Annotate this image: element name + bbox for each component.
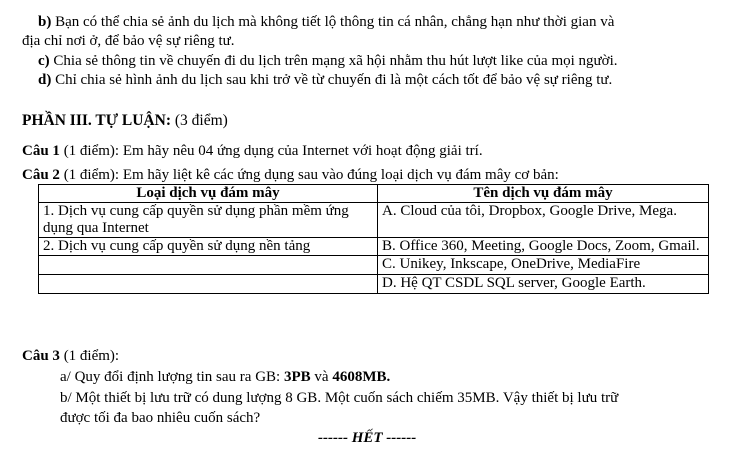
table-cell: 1. Dịch vụ cung cấp quyền sử dụng phần mềm ứng dụng qua Internet <box>39 203 378 238</box>
option-b-text-1: Bạn có thể chia sẻ ảnh du lịch mà không tiết lộ thông tin cá nhân, chẳng hạn như thời gian và <box>55 14 615 30</box>
question-3-points: (1 điểm): <box>63 348 120 364</box>
table-cell <box>39 275 378 294</box>
table-cell <box>39 256 378 275</box>
question-1 <box>22 142 483 160</box>
question-3b-line-2: được tối đa bao nhiêu cuốn sách? <box>60 410 261 426</box>
question-2 <box>22 166 559 184</box>
option-c <box>38 52 618 70</box>
question-2-label: Câu 2 <box>22 167 60 183</box>
option-b-text-2: địa chỉ nơi ở, để bảo vệ sự riêng tư. <box>22 33 235 49</box>
question-1-label: Câu 1 <box>22 143 60 159</box>
question-3a <box>60 368 390 386</box>
table-row <box>39 256 709 275</box>
question-1-points: (1 điểm): <box>63 143 120 159</box>
option-d-text: Chỉ chia sẻ hình ảnh du lịch sau khi trở về từ chuyến đi là một cách tốt để bảo vệ sự riêng tư. <box>55 72 613 88</box>
option-b-label: b) <box>38 14 52 30</box>
table-cell: A. Cloud của tôi, Dropbox, Google Drive, Mega. <box>378 203 709 238</box>
table-header-type: Loại dịch vụ đám mây <box>39 185 378 203</box>
question-2-text: Em hãy liệt kê các ứng dụng sau vào đúng loại dịch vụ đám mây cơ bản: <box>122 167 559 183</box>
table-row <box>39 238 709 256</box>
question-3b-line-1: b/ Một thiết bị lưu trữ có dung lượng 8 GB. Một cuốn sách chiếm 35MB. Vậy thiết bị lưu trữ <box>60 390 619 406</box>
table-row <box>39 275 709 294</box>
section-heading <box>22 112 228 130</box>
section-title: PHẦN III. TỰ LUẬN: <box>22 112 171 129</box>
end-marker: ------ HẾT ------ <box>318 430 417 446</box>
table-cell: C. Unikey, Inkscape, OneDrive, MediaFire <box>378 256 709 275</box>
table-cell: 2. Dịch vụ cung cấp quyền sử dụng nền tảng <box>39 238 378 256</box>
option-d <box>38 71 612 89</box>
option-b-line-1 <box>38 13 614 31</box>
cloud-services-table <box>38 184 709 294</box>
option-c-text: Chia sẻ thông tin về chuyến đi du lịch trên mạng xã hội nhằm thu hút lượt like của mọi người. <box>53 53 618 69</box>
question-3 <box>22 347 119 365</box>
question-3a-and: và <box>314 369 329 385</box>
table-cell: D. Hệ QT CSDL SQL server, Google Earth. <box>378 275 709 294</box>
question-2-points: (1 điểm): <box>63 167 120 183</box>
option-c-label: c) <box>38 53 50 69</box>
section-points: (3 điểm) <box>174 112 228 129</box>
table-cell: B. Office 360, Meeting, Google Docs, Zoom, Gmail. <box>378 238 709 256</box>
question-3a-value-1: 3PB <box>283 369 311 385</box>
question-3a-value-2: 4608MB. <box>332 369 391 385</box>
question-3-label: Câu 3 <box>22 348 60 364</box>
question-1-text: Em hãy nêu 04 ứng dụng của Internet với hoạt động giải trí. <box>122 143 483 159</box>
table-header-name: Tên dịch vụ đám mây <box>378 185 709 203</box>
table-row <box>39 203 709 238</box>
question-3a-text: a/ Quy đổi định lượng tin sau ra GB: <box>60 369 281 385</box>
table-header-row <box>39 185 709 203</box>
option-d-label: d) <box>38 72 52 88</box>
